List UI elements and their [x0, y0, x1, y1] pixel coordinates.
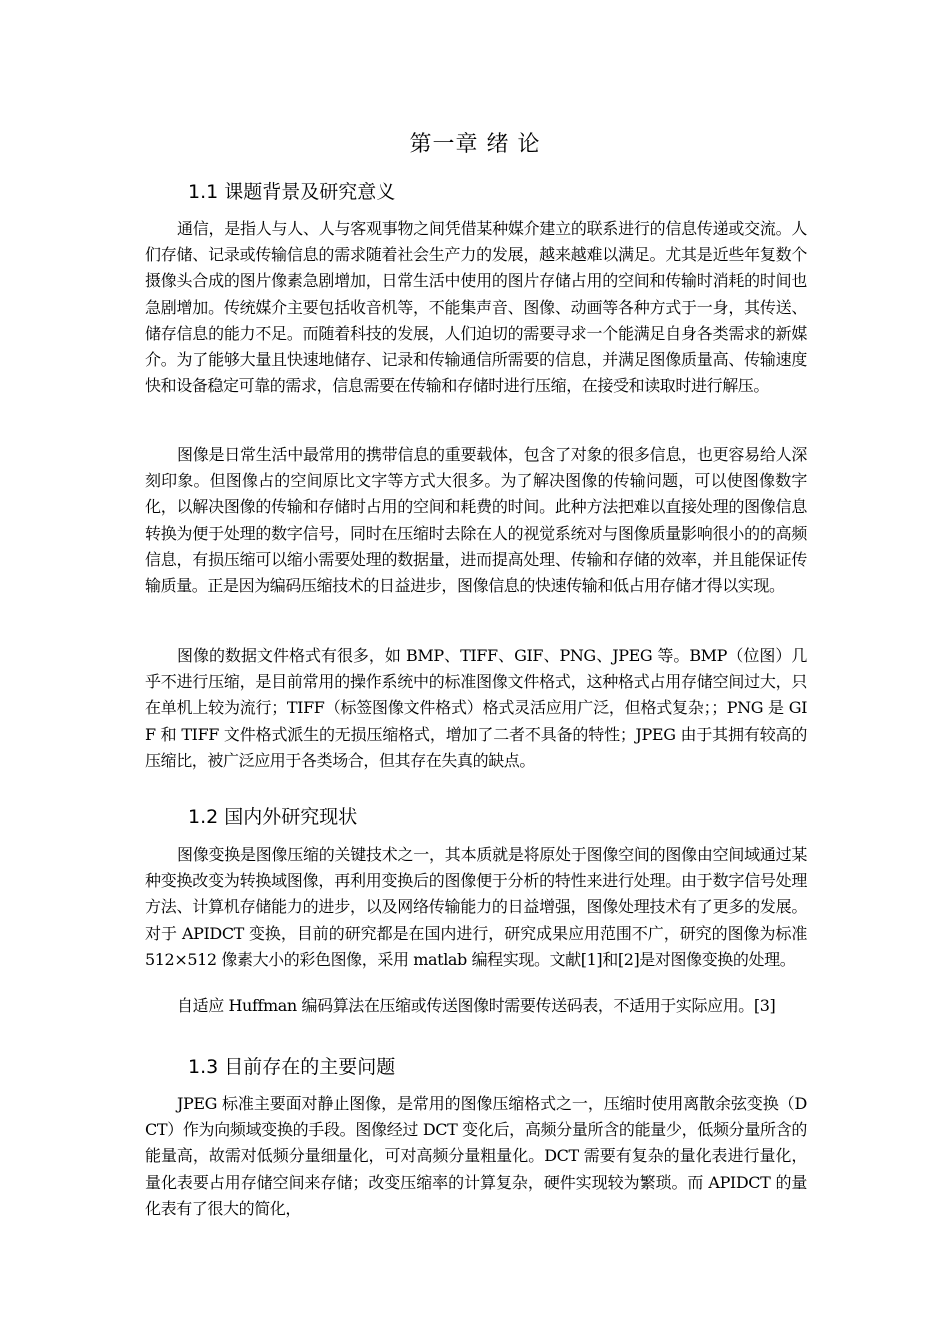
paragraph: JPEG 标准主要面对静止图像，是常用的图像压缩格式之一，压缩时使用离散余弦变换（DCT）作为向频域变换的手段。图像经过 DCT 变化后，高频分量所含的能量少，低频分量所含的能量高，故需对低频分量细量化，可对高频分量粗量化。DCT 需要有复杂的量化表进行量化，量化表要占用存储空间来存储；改变压缩率的计算复杂，硬件实现较为繁琐。而 APIDCT 的量化表有了很大的简化，	[145, 1094, 807, 1218]
paragraph: 通信，是指人与人、人与客观事物之间凭借某种媒介建立的联系进行的信息传递或交流。人们存储、记录或传输信息的需求随着社会生产力的发展，越来越难以满足。尤其是近些年复数个摄像头合成的图片像素急剧增加，日常生活中使用的图片存储占用的空间和传输时消耗的时间也急剧增加。传统媒介主要包括收音机等，不能集声音、图像、动画等各种方式于一身，其传送、储存信息的能力不足。而随着科技的发展，人们迫切的需要寻求一个能满足自身各类需求的新媒介。为了能够大量且快速地储存、记录和传输通信所需要的信息，并满足图像质量高、传输速度快和设备稳定可靠的需求，信息需要在传输和存储时进行压缩，在接受和读取时进行解压。	[145, 219, 807, 396]
paragraph: 图像变换是图像压缩的关键技术之一，其本质就是将原处于图像空间的图像由空间域通过某种变换改变为转换域图像，再利用变换后的图像便于分析的特性来进行处理。由于数字信号处理方法、计算机存储能力的进步，以及网络传输能力的日益增强，图像处理技术有了更多的发展。对于 APIDCT 变换，目前的研究都是在国内进行，研究成果应用范围不广，研究的图像为标准 512×512 像素大小的彩色图像，采用 matlab 编程实现。文献[1]和[2]是对图像变换的处理。	[145, 845, 807, 969]
section-heading-1-3: 1.3 目前存在的主要问题	[188, 1056, 396, 1078]
section-heading-1-1: 1.1 课题背景及研究意义	[188, 181, 396, 203]
paragraph: 图像的数据文件格式有很多，如 BMP、TIFF、GIF、PNG、JPEG 等。BMP（位图）几乎不进行压缩，是目前常用的操作系统中的标准图像文件格式，这种格式占用存储空间过大，只在单机上较为流行；TIFF（标签图像文件格式）格式灵活应用广泛，但格式复杂；；PNG 是 GIF 和 TIFF 文件格式派生的无损压缩格式，增加了二者不具备的特性；JPEG 由于其拥有较高的压缩比，被广泛应用于各类场合，但其存在失真的缺点。	[145, 646, 807, 770]
paragraph: 图像是日常生活中最常用的携带信息的重要载体，包含了对象的很多信息，也更容易给人深刻印象。但图像占的空间原比文字等方式大很多。为了解决图像的传输问题，可以使图像数字化，以解决图像的传输和存储时占用的空间和耗费的时间。此种方法把难以直接处理的图像信息转换为便于处理的数字信号，同时在压缩时去除在人的视觉系统对与图像质量影响很小的的高频信息，有损压缩可以缩小需要处理的数据量，进而提高处理、传输和存储的效率，并且能保证传输质量。正是因为编码压缩技术的日益进步，图像信息的快速传输和低占用存储才得以实现。	[145, 445, 807, 596]
paragraph: 自适应 Huffman 编码算法在压缩或传送图像时需要传送码表，不适用于实际应用。[3]	[177, 996, 776, 1015]
section-heading-1-2: 1.2 国内外研究现状	[188, 806, 358, 828]
chapter-title: 第一章 绪 论	[409, 132, 541, 157]
